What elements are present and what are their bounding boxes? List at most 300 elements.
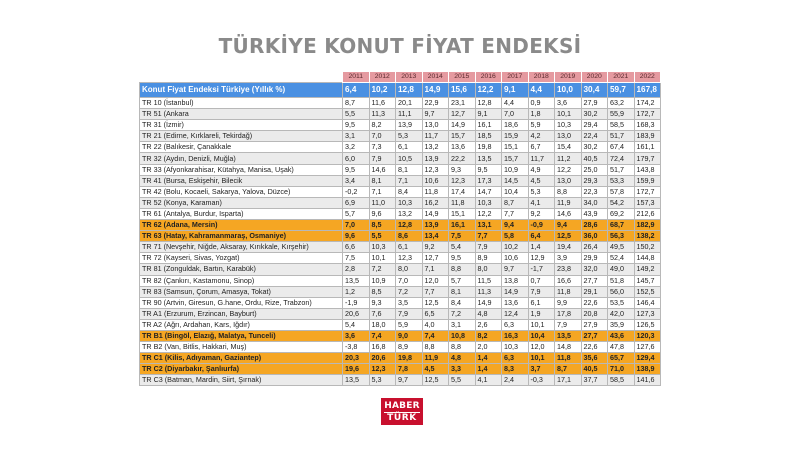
table-cell: 14,9 — [422, 208, 449, 219]
table-cell: 58,5 — [608, 120, 635, 131]
table-cell: 12,0 — [528, 342, 555, 353]
table-cell: 7,6 — [369, 308, 396, 319]
table-cell: 168,3 — [634, 120, 661, 131]
table-cell: 0,9 — [528, 98, 555, 109]
table-cell: 11,0 — [369, 197, 396, 208]
table-cell: 3,5 — [396, 297, 423, 308]
price-index-table — [139, 71, 661, 386]
table-cell: 127,3 — [634, 308, 661, 319]
region-label: TR 32 (Aydın, Denizli, Muğla) — [140, 153, 343, 164]
table-cell: 152,5 — [634, 286, 661, 297]
table-cell: 138,9 — [634, 364, 661, 375]
table-cell: 15,7 — [502, 153, 529, 164]
table-cell: 71,0 — [608, 364, 635, 375]
table-cell: 15,4 — [555, 142, 582, 153]
turkey-total-value: 14,9 — [422, 83, 449, 98]
table-cell: 27,9 — [581, 319, 608, 330]
year-header-cell: 2019 — [555, 72, 582, 83]
table-cell: 27,7 — [581, 275, 608, 286]
table-cell: 13,9 — [396, 120, 423, 131]
table-cell: 9,5 — [343, 120, 370, 131]
table-cell: 5,3 — [369, 375, 396, 386]
table-cell: 52,4 — [608, 253, 635, 264]
table-cell: 15,7 — [449, 131, 476, 142]
table-cell: 183,9 — [634, 131, 661, 142]
table-cell: 19,6 — [343, 364, 370, 375]
table-cell: 4,1 — [475, 375, 502, 386]
table-cell: 6,1 — [396, 142, 423, 153]
region-label: TR 62 (Adana, Mersin) — [140, 220, 343, 231]
table-cell: 15,1 — [449, 208, 476, 219]
table-cell: 9,6 — [369, 208, 396, 219]
table-cell: 11,3 — [369, 109, 396, 120]
table-cell: 10,1 — [528, 353, 555, 364]
table-cell: 8,7 — [343, 98, 370, 109]
table-cell: -0,2 — [343, 186, 370, 197]
table-cell: 10,1 — [369, 253, 396, 264]
table-cell: 1,2 — [343, 286, 370, 297]
table-cell: 22,6 — [581, 297, 608, 308]
table-cell: 7,2 — [449, 308, 476, 319]
table-cell: 149,2 — [634, 264, 661, 275]
table-cell: 20,3 — [343, 353, 370, 364]
table-cell: 4,8 — [449, 353, 476, 364]
table-row — [140, 242, 661, 253]
table-row — [140, 175, 661, 186]
table-cell: 7,9 — [396, 308, 423, 319]
table-cell: 9,1 — [475, 109, 502, 120]
table-cell: 51,8 — [608, 275, 635, 286]
table-cell: 29,3 — [581, 175, 608, 186]
table-cell: 22,9 — [422, 98, 449, 109]
table-cell: 4,1 — [528, 197, 555, 208]
table-cell: 159,9 — [634, 175, 661, 186]
table-row — [140, 109, 661, 120]
table-cell: 12,7 — [422, 253, 449, 264]
table-cell: 8,0 — [475, 264, 502, 275]
table-row — [140, 319, 661, 330]
table-cell: 182,9 — [634, 220, 661, 231]
table-cell: 20,1 — [396, 98, 423, 109]
table-cell: 17,8 — [555, 308, 582, 319]
table-cell: 150,2 — [634, 242, 661, 253]
table-cell: 1,8 — [528, 109, 555, 120]
region-label: TR 90 (Artvin, Giresun, G.hane, Ordu, Rize, Trabzon) — [140, 297, 343, 308]
table-cell: 26,4 — [581, 242, 608, 253]
table-cell: 4,9 — [528, 164, 555, 175]
table-cell: 27,9 — [581, 98, 608, 109]
table-cell: 49,0 — [608, 264, 635, 275]
table-cell: 12,4 — [502, 308, 529, 319]
region-label: TR A1 (Erzurum, Erzincan, Bayburt) — [140, 308, 343, 319]
table-row — [140, 275, 661, 286]
table-cell: 8,0 — [396, 264, 423, 275]
table-cell: 4,2 — [528, 131, 555, 142]
turkey-total-label: Konut Fiyat Endeksi Türkiye (Yıllık %) — [140, 83, 343, 98]
year-header-cell: 2021 — [608, 72, 635, 83]
table-cell: 10,1 — [528, 319, 555, 330]
table-cell: 13,2 — [396, 208, 423, 219]
table-cell: 53,5 — [608, 297, 635, 308]
table-row — [140, 286, 661, 297]
table-cell: 1,4 — [528, 242, 555, 253]
table-cell: 12,7 — [449, 109, 476, 120]
table-cell: 11,3 — [475, 286, 502, 297]
table-cell: 10,8 — [449, 330, 476, 341]
table-cell: 11,9 — [555, 197, 582, 208]
turkey-total-value: 12,8 — [396, 83, 423, 98]
table-cell: 6,3 — [502, 319, 529, 330]
table-cell: 13,5 — [475, 153, 502, 164]
table-cell: 3,6 — [555, 98, 582, 109]
table-cell: 5,4 — [343, 319, 370, 330]
table-cell: 8,1 — [369, 175, 396, 186]
region-label: TR 22 (Balıkesir, Çanakkale — [140, 142, 343, 153]
table-cell: 11,8 — [555, 286, 582, 297]
table-cell: 17,3 — [475, 175, 502, 186]
table-cell: 19,4 — [555, 242, 582, 253]
table-cell: 7,0 — [396, 275, 423, 286]
table-cell: 7,9 — [555, 319, 582, 330]
table-cell: 9,2 — [422, 242, 449, 253]
table-cell: 7,8 — [396, 364, 423, 375]
table-cell: 43,6 — [608, 330, 635, 341]
table-cell: 157,3 — [634, 197, 661, 208]
table-row — [140, 98, 661, 109]
table-cell: 5,5 — [449, 375, 476, 386]
table-cell: 8,9 — [475, 253, 502, 264]
region-label: TR 33 (Afyonkarahisar, Kütahya, Manisa, Uşak) — [140, 164, 343, 175]
table-cell: 13,0 — [422, 120, 449, 131]
year-header-cell: 2011 — [343, 72, 370, 83]
table-cell: 5,7 — [449, 275, 476, 286]
table-row — [140, 264, 661, 275]
table-cell: 15,1 — [502, 142, 529, 153]
table-cell: 7,2 — [369, 264, 396, 275]
table-cell: 7,9 — [528, 286, 555, 297]
table-cell: 10,6 — [422, 175, 449, 186]
table-cell: 8,4 — [396, 186, 423, 197]
table-cell: 7,1 — [369, 186, 396, 197]
table-cell: 28,6 — [581, 220, 608, 231]
table-cell: 172,7 — [634, 109, 661, 120]
table-cell: 8,2 — [475, 330, 502, 341]
turkey-total-value: 59,7 — [608, 83, 635, 98]
table-row — [140, 197, 661, 208]
table-cell: 4,5 — [422, 364, 449, 375]
table-cell: 14,5 — [502, 175, 529, 186]
table-cell: 7,4 — [369, 330, 396, 341]
table-cell: 40,5 — [581, 153, 608, 164]
table-cell: 18,6 — [502, 120, 529, 131]
table-cell: 6,7 — [528, 142, 555, 153]
turkey-total-value: 4,4 — [528, 83, 555, 98]
table-cell: 11,9 — [422, 353, 449, 364]
year-header-cell: 2022 — [634, 72, 661, 83]
table-cell: 9,2 — [528, 208, 555, 219]
region-label: TR C3 (Batman, Mardin, Siirt, Şırnak) — [140, 375, 343, 386]
region-label: TR A2 (Ağrı, Ardahan, Kars, Iğdır) — [140, 319, 343, 330]
table-cell: 6,1 — [528, 297, 555, 308]
table-cell: 6,6 — [343, 242, 370, 253]
table-cell: 5,3 — [528, 186, 555, 197]
table-cell: -3,8 — [343, 342, 370, 353]
table-cell: 127,6 — [634, 342, 661, 353]
table-cell: 12,9 — [528, 253, 555, 264]
table-cell: 69,2 — [608, 208, 635, 219]
table-cell: 10,4 — [528, 330, 555, 341]
table-cell: 13,6 — [449, 142, 476, 153]
table-cell: 51,7 — [608, 131, 635, 142]
table-cell: 19,8 — [475, 142, 502, 153]
table-cell: 13,5 — [343, 375, 370, 386]
table-cell: 9,9 — [555, 297, 582, 308]
table-cell: 19,8 — [396, 353, 423, 364]
table-cell: 6,5 — [422, 308, 449, 319]
year-header-cell: 2013 — [396, 72, 423, 83]
table-cell: 0,7 — [528, 275, 555, 286]
table-cell: 30,2 — [581, 142, 608, 153]
table-cell: 72,4 — [608, 153, 635, 164]
table-cell: 3,4 — [343, 175, 370, 186]
table-cell: 5,3 — [396, 131, 423, 142]
table-row — [140, 308, 661, 319]
table-cell: 12,0 — [422, 275, 449, 286]
table-cell: 3,6 — [343, 330, 370, 341]
table-cell: 7,5 — [449, 231, 476, 242]
table-row — [140, 164, 661, 175]
table-cell: -0,3 — [528, 375, 555, 386]
table-cell: 14,6 — [369, 164, 396, 175]
table-cell: 29,4 — [581, 120, 608, 131]
table-cell: 20,8 — [581, 308, 608, 319]
table-cell: 9,7 — [502, 264, 529, 275]
table-cell: 12,8 — [475, 98, 502, 109]
table-cell: 53,3 — [608, 175, 635, 186]
table-cell: 8,5 — [369, 286, 396, 297]
table-cell: 8,1 — [396, 164, 423, 175]
table-cell: 12,5 — [422, 297, 449, 308]
region-label: TR 51 (Ankara — [140, 109, 343, 120]
table-cell: 67,4 — [608, 142, 635, 153]
table-cell: 10,3 — [502, 342, 529, 353]
table-cell: 6,1 — [396, 242, 423, 253]
table-cell: 14,9 — [502, 286, 529, 297]
table-cell: 145,7 — [634, 275, 661, 286]
table-cell: 9,0 — [396, 330, 423, 341]
table-cell: 32,0 — [581, 264, 608, 275]
table-cell: 11,8 — [449, 197, 476, 208]
table-cell: 10,4 — [502, 186, 529, 197]
table-cell: 16,1 — [449, 220, 476, 231]
table-cell: 10,3 — [369, 242, 396, 253]
table-cell: 3,9 — [555, 253, 582, 264]
table-cell: 6,3 — [502, 353, 529, 364]
table-cell: 16,6 — [555, 275, 582, 286]
table-cell: 49,5 — [608, 242, 635, 253]
table-cell: 10,2 — [502, 242, 529, 253]
table-cell: 51,7 — [608, 164, 635, 175]
table-cell: 23,1 — [449, 98, 476, 109]
table-cell: 35,9 — [608, 319, 635, 330]
table-cell: 5,9 — [396, 319, 423, 330]
table-cell: 11,8 — [555, 353, 582, 364]
table-cell: 18,5 — [475, 131, 502, 142]
page-title: TÜRKİYE KONUT FİYAT ENDEKSİ — [218, 34, 582, 58]
table-cell: 8,3 — [502, 364, 529, 375]
table-row — [140, 297, 661, 308]
table-cell: 6,0 — [343, 153, 370, 164]
table-cell: 8,6 — [396, 231, 423, 242]
table-cell: 15,9 — [502, 131, 529, 142]
table-cell: 8,1 — [449, 286, 476, 297]
table-cell: 143,8 — [634, 164, 661, 175]
table-cell: 68,7 — [608, 220, 635, 231]
region-label: TR 71 (Nevşehir, Niğde, Aksaray, Kırıkkale, Kırşehir) — [140, 242, 343, 253]
year-header-cell: 2015 — [449, 72, 476, 83]
table-cell: 7,7 — [502, 208, 529, 219]
table-cell: 9,3 — [449, 164, 476, 175]
logo-line-1: HABER — [384, 401, 420, 411]
table-cell: 4,4 — [502, 98, 529, 109]
table-cell: 7,1 — [396, 175, 423, 186]
table-cell: 13,9 — [422, 220, 449, 231]
table-row — [140, 120, 661, 131]
table-cell: 4,0 — [422, 319, 449, 330]
table-cell: 5,9 — [528, 120, 555, 131]
year-header-cell: 2016 — [475, 72, 502, 83]
table-cell: 5,7 — [343, 208, 370, 219]
table-cell: 6,4 — [528, 231, 555, 242]
table-row — [140, 231, 661, 242]
region-label: TR B2 (Van, Bitlis, Hakkari, Muş) — [140, 342, 343, 353]
table-cell: 13,6 — [502, 297, 529, 308]
table-cell: 2,4 — [502, 375, 529, 386]
table-cell: 12,2 — [475, 208, 502, 219]
table-cell: 10,3 — [555, 120, 582, 131]
table-cell: 63,2 — [608, 98, 635, 109]
turkey-total-value: 30,4 — [581, 83, 608, 98]
table-cell: 9,7 — [422, 109, 449, 120]
table-cell: 13,8 — [502, 275, 529, 286]
table-cell: 11,7 — [422, 131, 449, 142]
table-cell: 5,5 — [343, 109, 370, 120]
year-header-cell: 2012 — [369, 72, 396, 83]
table-cell: 12,8 — [396, 220, 423, 231]
table-cell: 120,3 — [634, 330, 661, 341]
table-cell: 7,0 — [343, 220, 370, 231]
table-cell: 57,8 — [608, 186, 635, 197]
table-cell: 13,9 — [422, 153, 449, 164]
table-cell: 13,5 — [555, 330, 582, 341]
turkey-total-value: 9,1 — [502, 83, 529, 98]
turkey-total-value: 10,2 — [369, 83, 396, 98]
region-label: TR 81 (Zonguldak, Bartın, Karabük) — [140, 264, 343, 275]
table-row — [140, 131, 661, 142]
table-cell: 20,6 — [343, 308, 370, 319]
table-cell: -1,7 — [528, 264, 555, 275]
table-cell: 7,0 — [502, 109, 529, 120]
table-cell: 16,1 — [475, 120, 502, 131]
table-cell: 9,4 — [502, 220, 529, 231]
table-cell: 7,9 — [475, 242, 502, 253]
table-cell: 7,3 — [369, 142, 396, 153]
table-cell: 12,3 — [396, 253, 423, 264]
table-cell: 22,6 — [581, 342, 608, 353]
table-cell: 13,5 — [343, 275, 370, 286]
region-label: TR 31 (İzmir) — [140, 120, 343, 131]
year-header-cell: 2017 — [502, 72, 529, 83]
turkey-total-value: 167,8 — [634, 83, 661, 98]
region-label: TR B1 (Bingöl, Elazığ, Malatya, Tunceli) — [140, 330, 343, 341]
table-cell: -1,9 — [343, 297, 370, 308]
table-cell: 179,7 — [634, 153, 661, 164]
region-label: TR 83 (Samsun, Çorum, Amasya, Tokat) — [140, 286, 343, 297]
table-cell: 54,2 — [608, 197, 635, 208]
year-header-row — [140, 72, 661, 83]
table-cell: 17,4 — [449, 186, 476, 197]
table-cell: 11,6 — [369, 98, 396, 109]
table-row — [140, 342, 661, 353]
table-cell: 14,9 — [475, 297, 502, 308]
table-cell: 8,7 — [555, 364, 582, 375]
table-cell: 23,8 — [555, 264, 582, 275]
year-header-cell: 2020 — [581, 72, 608, 83]
region-label: TR 42 (Bolu, Kocaeli, Sakarya, Yalova, Düzce) — [140, 186, 343, 197]
table-cell: 10,3 — [475, 197, 502, 208]
turkey-total-row — [140, 83, 661, 98]
table-row — [140, 364, 661, 375]
table-cell: 12,3 — [369, 364, 396, 375]
year-header-spacer — [140, 72, 343, 83]
table-cell: 36,0 — [581, 231, 608, 242]
table-cell: 9,6 — [343, 231, 370, 242]
year-header-cell: 2014 — [422, 72, 449, 83]
table-cell: 10,6 — [502, 253, 529, 264]
table-cell: 16,2 — [422, 197, 449, 208]
table-cell: 13,0 — [555, 175, 582, 186]
region-label: TR C2 (Diyarbakır, Şanlıurfa) — [140, 364, 343, 375]
table-cell: 7,7 — [422, 286, 449, 297]
logo-line-2: TÜRK — [384, 412, 420, 424]
region-label: TR 10 (İstanbul) — [140, 98, 343, 109]
table-row — [140, 375, 661, 386]
table-cell: 8,4 — [449, 297, 476, 308]
table-cell: 12,5 — [422, 375, 449, 386]
table-cell: 14,6 — [555, 208, 582, 219]
table-cell: 7,9 — [369, 153, 396, 164]
table-cell: 7,7 — [475, 231, 502, 242]
table-cell: 141,6 — [634, 375, 661, 386]
table-cell: 8,9 — [396, 342, 423, 353]
table-cell: 43,9 — [581, 208, 608, 219]
table-cell: 40,5 — [581, 364, 608, 375]
table-cell: 8,8 — [449, 342, 476, 353]
region-label: TR 41 (Bursa, Eskişehir, Bilecik — [140, 175, 343, 186]
table-cell: 172,7 — [634, 186, 661, 197]
table-cell: 1,9 — [528, 308, 555, 319]
table-row — [140, 153, 661, 164]
table-cell: 9,4 — [555, 220, 582, 231]
table-cell: 34,0 — [581, 197, 608, 208]
table-cell: 174,2 — [634, 98, 661, 109]
table-cell: 29,1 — [581, 286, 608, 297]
table-cell: 18,0 — [369, 319, 396, 330]
table-row — [140, 220, 661, 231]
table-cell: 3,2 — [343, 142, 370, 153]
table-cell: 9,5 — [475, 164, 502, 175]
table-cell: 126,5 — [634, 319, 661, 330]
